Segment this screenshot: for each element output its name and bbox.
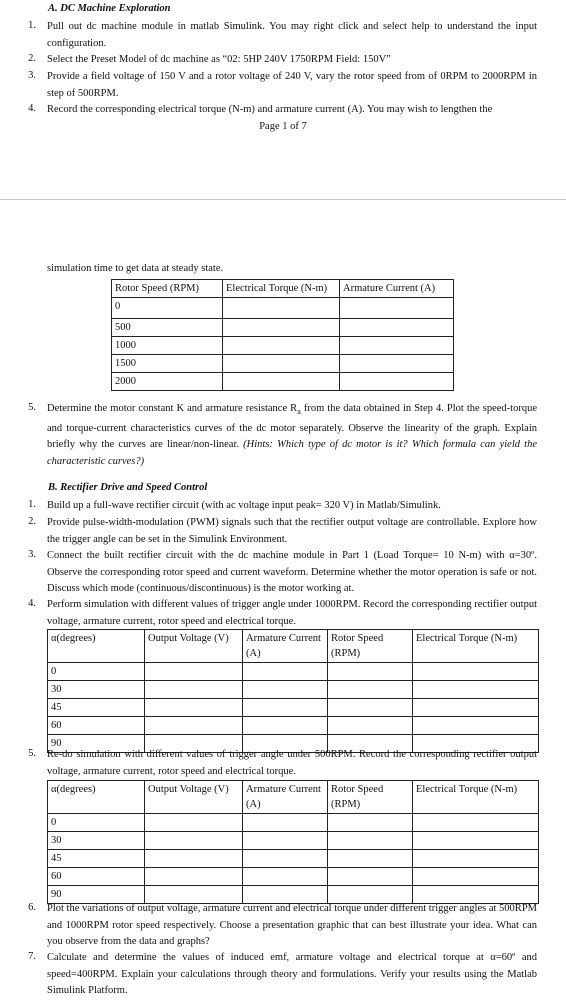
section-b-title: B. Rectifier Drive and Speed Control: [48, 482, 208, 493]
table-row: 90: [48, 735, 539, 753]
col-header: α(degrees): [48, 781, 145, 814]
item-text: Build up a full-wave rectifier circuit (with ac voltage input peak= 320 V) in Matlab/Simulink.: [47, 500, 441, 511]
table-row: 0: [48, 663, 539, 681]
table-row: 500: [112, 319, 454, 337]
section-a-title: A. DC Machine Exploration: [48, 3, 171, 14]
item-number: 3.: [28, 549, 36, 560]
table-row: 45: [48, 850, 539, 868]
item-number: 3.: [28, 70, 36, 81]
table-row: 0: [112, 298, 454, 319]
col-header: Rotor Speed (RPM): [328, 781, 413, 814]
col-header: Armature Current (A): [243, 630, 328, 663]
col-header: α(degrees): [48, 630, 145, 663]
table-row: 60: [48, 868, 539, 886]
item-number: 7.: [28, 951, 36, 962]
item-text: Connect the built rectifier circuit with the dc machine module in Part 1 (Load Torque= 10 N-m) with α=30º. Observe the corresponding rotor speed and current waveform. Determine whether the motor operation is safe or not. Discuss which mode (continuous/discontinuous) is the motor working at.: [47, 550, 537, 594]
item-text: Perform simulation with different values of trigger angle under 1000RPM. Record the corresponding rectifier output voltage, armature current, rotor speed and electrical torque.: [47, 599, 537, 627]
col-header: Output Voltage (V): [145, 781, 243, 814]
table-row: 2000: [112, 373, 454, 391]
item-text: Re-do simulation with different values of trigger angle under 500RPM. Record the corresponding rectifier output voltage, armature current, rotor speed and electrical torque.: [47, 749, 537, 777]
item-number: 4.: [28, 103, 36, 114]
col-header: Electrical Torque (N-m): [413, 630, 539, 663]
col-header: Armature Current (A): [340, 280, 454, 298]
col-header: Rotor Speed (RPM): [112, 280, 223, 298]
item-number: 5.: [28, 402, 36, 413]
table-row: 30: [48, 681, 539, 699]
table-row: 1000: [112, 337, 454, 355]
col-header: Armature Current (A): [243, 781, 328, 814]
table-row: 45: [48, 699, 539, 717]
table-row: 60: [48, 717, 539, 735]
item-number: 6.: [28, 902, 36, 913]
col-header: Electrical Torque (N-m): [413, 781, 539, 814]
page-divider: [0, 199, 566, 200]
page-footer: Page 1 of 7: [259, 121, 307, 132]
item-number: 2.: [28, 516, 36, 527]
item-text: Provide pulse-width-modulation (PWM) signals such that the rectifier output voltage are controllable. Explore how the trigger angle can be set in the Simulink Environment.: [47, 517, 537, 545]
item-text: Select the Preset Model of dc machine as “02: 5HP 240V 1750RPM Field: 150V”: [47, 54, 391, 65]
item-text: Pull out dc machine module in matlab Simulink. You may right click and select help to understand the input configuration.: [47, 21, 537, 49]
continuation-text: simulation time to get data at steady state.: [47, 263, 224, 274]
item-number: 2.: [28, 53, 36, 64]
col-header: Rotor Speed (RPM): [328, 630, 413, 663]
item-number: 1.: [28, 20, 36, 31]
item-text: Plot the variations of output voltage, armature current and electrical torque under different trigger angles at 500RPM and 1000RPM rotor speed respectively. Choose a presentation graphic that can best illustrate your idea. What can you observe from the data and graphs?: [47, 903, 537, 947]
item-text: Determine the motor constant K and armature resistance $R_a$ from the data obtained in Step 4. Plot the speed-torque and torque-current characteristics curves of the dc motor separately. Observe the linearity of the graph. Explain briefly why the curves are linear/non-linear. (Hints: Which type of dc motor is it? Which formula can yield the characteristic curves?): [47, 403, 537, 467]
item-number: 4.: [28, 598, 36, 609]
item-number: 1.: [28, 499, 36, 510]
item-text: Record the corresponding electrical torque (N-m) and armature current (A). You may wish to lengthen the: [47, 104, 493, 115]
trigger-angle-1000rpm-table: [47, 629, 539, 753]
col-header: Electrical Torque (N-m): [223, 280, 340, 298]
table-row: 90: [48, 886, 539, 904]
item-text: Calculate and determine the values of induced emf, armature voltage and electrical torque at α=60º and speed=400RPM. Explain your calculations through theory and formulations. Verify your results using the Matlab Simulink Platform.: [47, 952, 537, 996]
item-number: 5.: [28, 748, 36, 759]
table-row: 30: [48, 832, 539, 850]
table-row: 1500: [112, 355, 454, 373]
col-header: Output Voltage (V): [145, 630, 243, 663]
table-row: 0: [48, 814, 539, 832]
trigger-angle-500rpm-table: [47, 780, 539, 904]
rotor-speed-table: [111, 279, 454, 391]
item-text: Provide a field voltage of 150 V and a rotor voltage of 240 V, vary the rotor speed from of 0RPM to 2000RPM in step of 500RPM.: [47, 71, 537, 99]
